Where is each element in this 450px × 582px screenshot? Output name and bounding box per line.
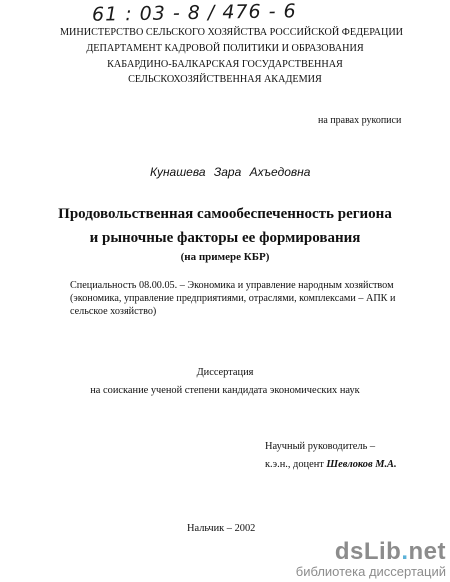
specialty-line-1: Специальность 08.00.05. – Экономика и управление народным хозяйством	[70, 280, 394, 291]
institution-line-1: МИНИСТЕРСТВО СЕЛЬСКОГО ХОЗЯЙСТВА РОССИЙСКОЙ ФЕДЕРАЦИИ	[60, 27, 404, 38]
specialty-line-2: (экономика, управление предприятиями, отраслями, комплексами – АПК и	[70, 293, 396, 304]
manuscript-rights-note: на правах рукописи	[318, 115, 402, 126]
institution-line-4: СЕЛЬСКОХОЗЯЙСТВЕННАЯ АКАДЕМИЯ	[128, 74, 322, 85]
specialty-block	[70, 279, 410, 318]
advisor-credentials	[265, 459, 397, 470]
city-year: Нальчик – 2002	[187, 523, 256, 534]
handwritten-catalog-code: 61 : 03 - 8 / 476 - 6	[91, 0, 297, 26]
dslib-watermark	[296, 540, 446, 578]
advisor-role: Научный руководитель –	[265, 441, 376, 452]
specialty-line-3: сельское хозяйство)	[70, 306, 157, 317]
dslib-logo: dsLib.net	[334, 538, 446, 565]
author-name: Кунашева Зара Ахъедовна	[150, 165, 311, 179]
institution-line-2: ДЕПАРТАМЕНТ КАДРОВОЙ ПОЛИТИКИ И ОБРАЗОВАНИЯ	[86, 43, 364, 54]
institution-line-3: КАБАРДИНО-БАЛКАРСКАЯ ГОСУДАРСТВЕННАЯ	[107, 59, 343, 70]
advisor-name: Шевлоков М.А.	[326, 459, 397, 470]
dslib-tagline: библиотека диссертаций	[295, 564, 446, 579]
dissertation-label: Диссертация	[196, 367, 254, 378]
degree-line: на соискание ученой степени кандидата экономических наук	[90, 385, 360, 396]
dissertation-title-line-1: Продовольственная самообеспеченность региона	[58, 206, 392, 222]
dissertation-title-line-2: и рыночные факторы ее формирования	[89, 230, 361, 246]
dissertation-subtitle: (на примере КБР)	[180, 251, 270, 263]
advisor-degree: к.э.н., доцент	[265, 459, 327, 470]
